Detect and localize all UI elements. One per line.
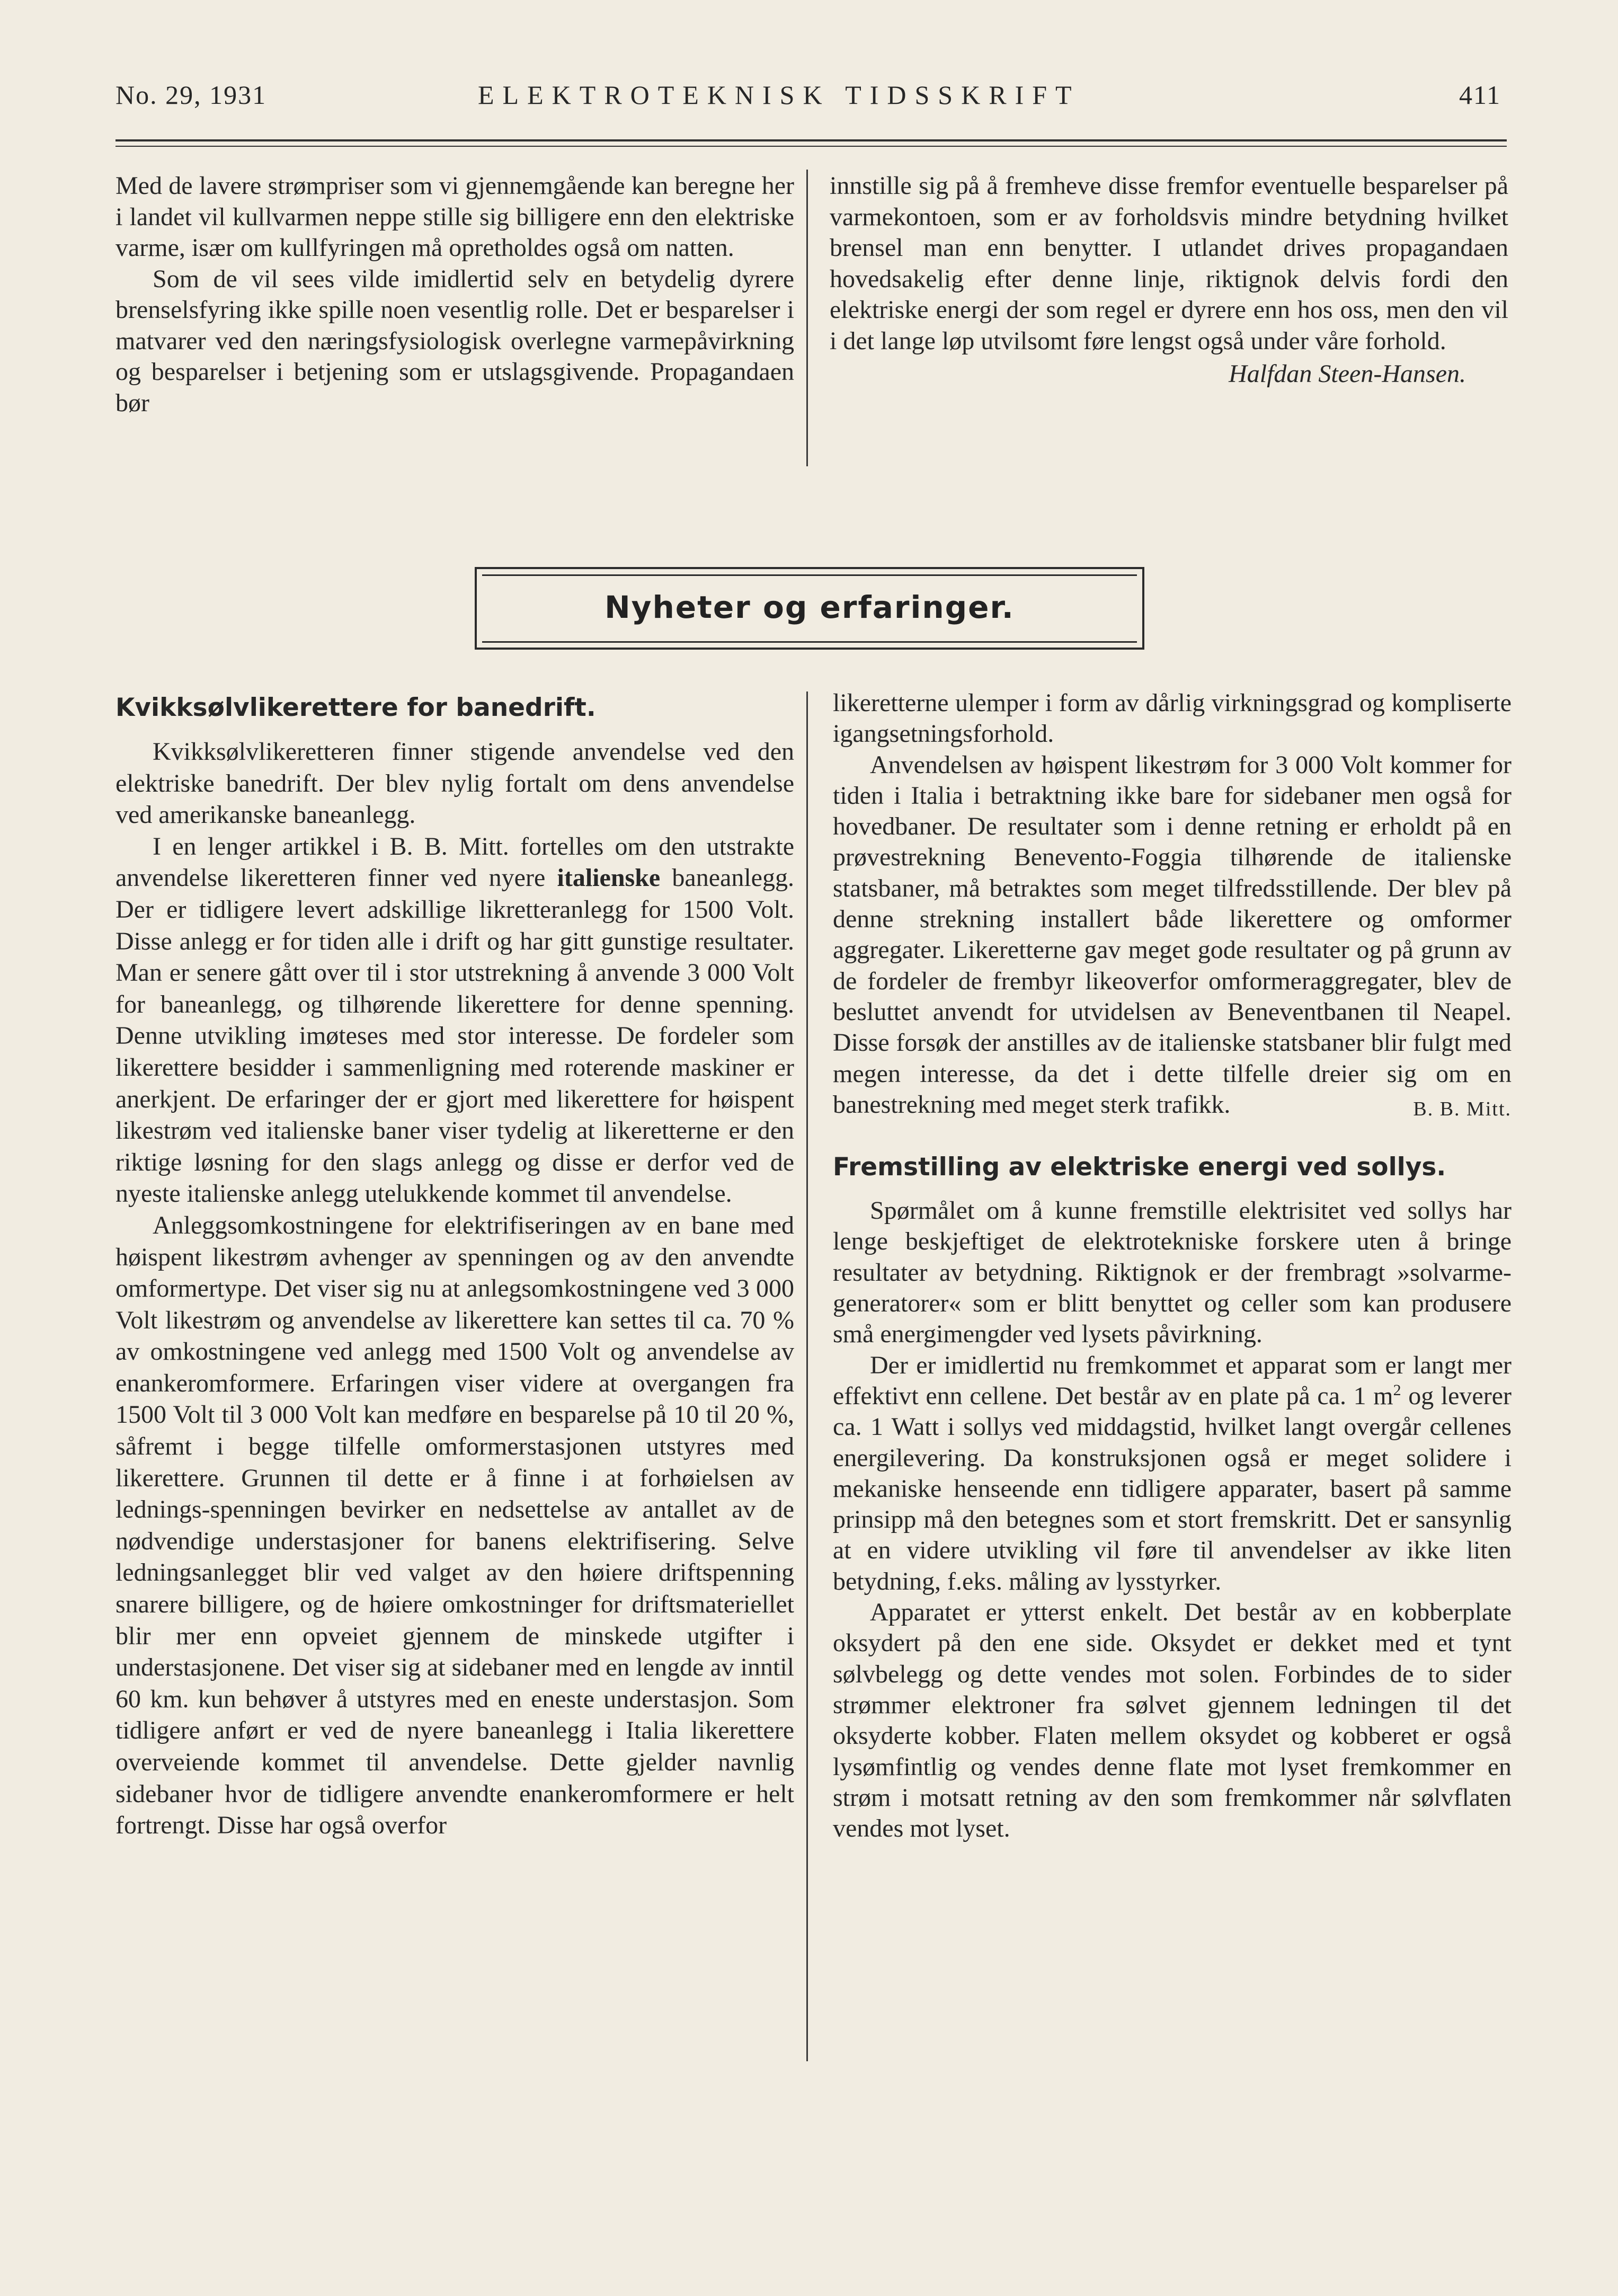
paragraph: Anleggsomkostningene for elektrifiseringen av en bane med høispent likestrøm avhenger av spenningen og av den anvendte omformertype. Det viser sig nu at anlegsomkostningene ved 3 000 Volt likestrøm og anvendelse av likerettere kan settes til ca. 70 % av omkostningene ved anlegg med 1500 Volt og anvendelse av enankeromformere. Erfaringen viser videre at overgangen fra 1500 Volt til 3 000 Volt kan medføre en besparelse på 10 til 20 %, såfremt i begge tilfelle omformerstasjonen utstyres med likerettere. Grunnen til dette er å finne i at forhøielsen av lednings-spenningen bevirker en nedsettelse av antallet av de nødvendige understasjoner for banens elektrifisering. Selve ledningsanlegget blir ved valget av den høiere driftspenning snarere billigere, og de høiere omkostninger for driftsmateriellet blir mer enn opveiet gjennem de minskede utgifter i understasjonene. Det viser sig at sidebaner med en lengde av inntil 60 km. kun behøver å utstyres med en eneste understasjon. Som tidligere anført er ved de nyere baneanlegg i Italia likerettere overveiende kommet til anvendelse. Dette gjelder navnlig sidebaner hvor de tidligere anvendte enankeromformere er helt fortrengt. Disse har også overfor xyxy=(115,1211,794,1840)
bottom-left-column xyxy=(115,692,794,1841)
paragraph: Med de lavere strømpriser som vi gjennemgående kan beregne her i landet vil kullvarmen neppe stille sig billigere enn den elektriske varme, især om kullfyringen må opretholdes også om natten. xyxy=(115,172,794,262)
paragraph: Spørmålet om å kunne fremstille elektrisitet ved sollys har lenge beskjeftiget de elektrotekniske forskere uten å bringe resultater av betydning. Riktignok er der frembragt »solvarme-generatorer« som er blitt benyttet og celler som kan produsere små energimengder ved lysets påvirkning. xyxy=(833,1196,1512,1349)
section-box-rule xyxy=(482,641,1137,643)
article-heading: Fremstilling av elektriske energi ved sollys. xyxy=(833,1153,1446,1182)
author-signature: Halfdan Steen-Hansen. xyxy=(1229,360,1466,388)
section-box-rule xyxy=(482,574,1137,576)
journal-title: ELEKTROTEKNISK TIDSSKRIFT xyxy=(478,80,1080,110)
section-title: Nyheter og erfaringer. xyxy=(604,589,1015,625)
article-heading: Kvikksølvlikerettere for banedrift. xyxy=(115,693,596,722)
bottom-right-column xyxy=(833,688,1512,1844)
top-left-column xyxy=(115,171,794,419)
paragraph: Kvikksølvlikeretteren finner stigende anvendelse ved den elektriske banedrift. Der blev nylig fortalt om dens anvendelse ved amerikanske baneanlegg. xyxy=(115,738,794,829)
paragraph: Som de vil sees vilde imidlertid selv en betydelig dyrere brenselsfyring ikke spille noen vesentlig rolle. Det er besparelser i matvarer ved den næringsfysiologisk overlegne varmepåvirkning og besparelser i betjening som er utslagsgivende. Propagandaen bør xyxy=(115,264,794,417)
section-header-box xyxy=(475,567,1144,650)
header-rule-bottom xyxy=(115,146,1507,147)
paragraph: likeretterne ulemper i form av dårlig virkningsgrad og kompliserte igangsetningsforhold. xyxy=(833,689,1512,748)
header-rule-top xyxy=(115,139,1507,141)
column-divider xyxy=(806,170,808,466)
paragraph: Apparatet er ytterst enkelt. Det består av en kobberplate oksydert på den ene side. Oksydet er dekket med et tynt sølvbelegg og dette vendes mot solen. Forbindes de to sider strømmer elektroner fra sølvet gjennem ledningen til det oksyderte kobber. Flaten mellem oksydet og kobberet er også lysømfintlig og vendes denne flate mot lyset fremkommer en strøm i motsatt retning av den som fremkommer når sølvflaten vendes mot lyset. xyxy=(833,1598,1512,1843)
paragraph: Der er imidlertid nu fremkommet et apparat som er langt mer effektivt enn cellene. Det består av en plate på ca. 1 $m^2$ og leverer ca. 1 Watt i sollys ved middagstid, hvilket langt overgår cellenes energilevering. Da konstruksjonen også er meget solidere i mekaniske henseende enn tidligere apparater, basert på samme prinsipp må den betegnes som et stort fremskritt. Det er sansynlig at en videre utvikling vil føre til anvendelser av ikke liten betydning, f.eks. måling av lysstyrker. xyxy=(833,1351,1512,1595)
column-divider xyxy=(806,692,808,2061)
paragraph: Anvendelsen av høispent likestrøm for 3 000 Volt kommer for tiden i Italia i betraktning ikke bare for sidebaner men også for hovedbaner. De resultater som i denne retning er erholdt på en prøvestrekning Benevento-Foggia tilhørende de italienske statsbaner, må betraktes som meget tilfredsstillende. Der blev på denne strekning installert både likerettere og omformer aggregater. Likeretterne gav meget gode resultater og på grunn av de fordeler de frembyr likeoverfor omformeraggregater, blev de besluttet anvendt for utvidelsen av Beneventbanen til Neapel. Disse forsøk der anstilles av de italienske statsbaner blir fulgt med megen interesse, da det i dette tilfelle dreier sig om en banestrekning med meget sterk trafikk. B. B. Mitt. xyxy=(833,750,1512,1121)
article-source: B. B. Mitt. xyxy=(1413,1097,1512,1120)
paragraph: innstille sig på å fremheve disse fremfor eventuelle besparelser på varmekontoen, som er av forholdsvis mindre betydning hvilket brensel man enn benytter. I utlandet drives propagandaen hovedsakelig efter denne linje, riktignok delvis fordi den elektriske energi der som regel er dyrere enn hos oss, men den vil i det lange løp utvilsomt føre lengst også under våre forhold. xyxy=(830,172,1508,355)
paragraph: I en lenger artikkel i B. B. Mitt. fortelles om den utstrakte anvendelse likeretteren finner ved nyere italienske baneanlegg. Der er tidligere levert adskillige likretteranlegg for 1500 Volt. Disse anlegg er for tiden alle i drift og har gitt gunstige resultater. Man er senere gått over til i stor utstrekning å anvende 3 000 Volt for baneanlegg, og tilhørende likerettere for denne spenning. Denne utvikling imøteses med stor interesse. De fordeler som likerettere besidder i sammenligning med roterende maskiner er anerkjent. De erfaringer der er gjort med likerettere for høispent likestrøm ved italienske baner viser tydelig at likeretterne er den riktige løsning for den slags anlegg og disse er derfor ved de nyeste italienske anlegg utelukkende kommet til anvendelse. xyxy=(115,832,794,1208)
issue-number: No. 29, 1931 xyxy=(115,80,267,110)
page-number: 411 xyxy=(1459,80,1501,110)
top-right-column xyxy=(830,171,1508,390)
